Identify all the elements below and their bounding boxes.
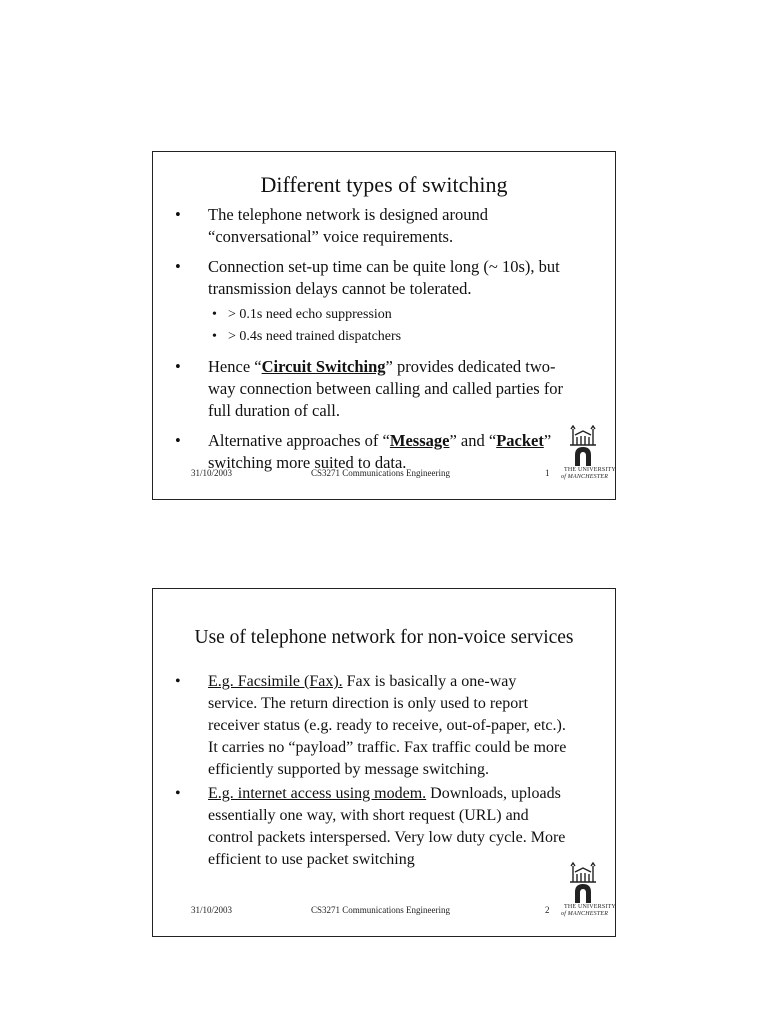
bullet-icon: • <box>175 357 181 376</box>
bullet-text-rest: ” switching more suited to data. <box>208 431 552 472</box>
term-packet: Packet <box>496 431 544 450</box>
bullet-icon: • <box>212 329 217 344</box>
logo-text-line2: of MANCHESTER <box>561 474 609 480</box>
bullet-text-rest: ” provides dedicated two-way connection between calling and called parties for full duration of call. <box>208 357 564 420</box>
bullet-item <box>175 356 565 422</box>
slide-1 <box>152 151 616 500</box>
bullet-text: Connection set-up time can be quite long (~ 10s), but transmission delays cannot be tolerated. <box>208 257 560 298</box>
bullet-item <box>175 256 565 348</box>
slide-title: Use of telephone network for non-voice services <box>194 627 574 648</box>
footer-course: CS3271 Communications Engineering <box>311 905 450 915</box>
bullet-text: Downloads, uploads essentially one way, with short request (URL) and control packets interspersed. Very low duty cycle. More efficient to use packet switching <box>208 785 566 868</box>
bullet-icon: • <box>175 257 181 276</box>
slide-footer <box>153 468 615 482</box>
footer-date: 31/10/2003 <box>191 905 233 915</box>
sub-bullet-item <box>208 304 565 326</box>
footer-page-number: 1 <box>545 468 550 478</box>
slide-footer <box>153 905 615 919</box>
bullet-text: The telephone network is designed around “conversational” voice requirements. <box>208 205 488 246</box>
term-circuit-switching: Circuit Switching <box>261 357 386 376</box>
sub-bullet-list <box>208 304 565 348</box>
sub-bullet-text: > 0.4s need trained dispatchers <box>228 329 402 344</box>
logo-text-line1: THE UNIVERSITY <box>564 467 616 473</box>
sub-bullet-text: > 0.1s need echo suppression <box>228 307 392 322</box>
bullet-icon: • <box>175 673 181 690</box>
bullet-icon: • <box>175 785 181 802</box>
footer-course: CS3271 Communications Engineering <box>311 468 450 478</box>
footer-page-number: 2 <box>545 905 550 915</box>
bullet-item <box>175 671 567 781</box>
slide-title: Different types of switching <box>260 172 508 197</box>
bullet-text: Fax is basically a one-way service. The return direction is only used to report receiver status (e.g. ready to receive, out-of-paper, etc.). It carries no “payload” traffic. Fax traffic could be more efficiently supported by message switching. <box>208 673 567 778</box>
bullet-item <box>175 783 567 871</box>
bullet-list <box>175 204 565 482</box>
term-message: Message <box>389 431 450 450</box>
bullet-text-mid: ” and “ <box>449 431 497 450</box>
bullet-icon: • <box>175 431 181 450</box>
slide-2 <box>152 588 616 937</box>
example-heading-fax: E.g. Facsimile (Fax). <box>208 673 343 690</box>
logo-text-line2: of MANCHESTER <box>561 911 609 917</box>
bullet-icon: • <box>175 205 181 224</box>
university-crest-icon <box>567 425 599 467</box>
sub-bullet-item <box>208 326 565 348</box>
bullet-text-lead: Alternative approaches of “ <box>208 431 390 450</box>
footer-date: 31/10/2003 <box>191 468 233 478</box>
bullet-item <box>175 204 565 248</box>
bullet-text-lead: Hence “ <box>208 357 262 376</box>
university-crest-icon <box>567 862 599 904</box>
logo-text-line1: THE UNIVERSITY <box>564 904 616 910</box>
bullet-icon: • <box>212 307 217 322</box>
bullet-list <box>175 671 567 873</box>
example-heading-modem: E.g. internet access using modem. <box>208 785 427 802</box>
